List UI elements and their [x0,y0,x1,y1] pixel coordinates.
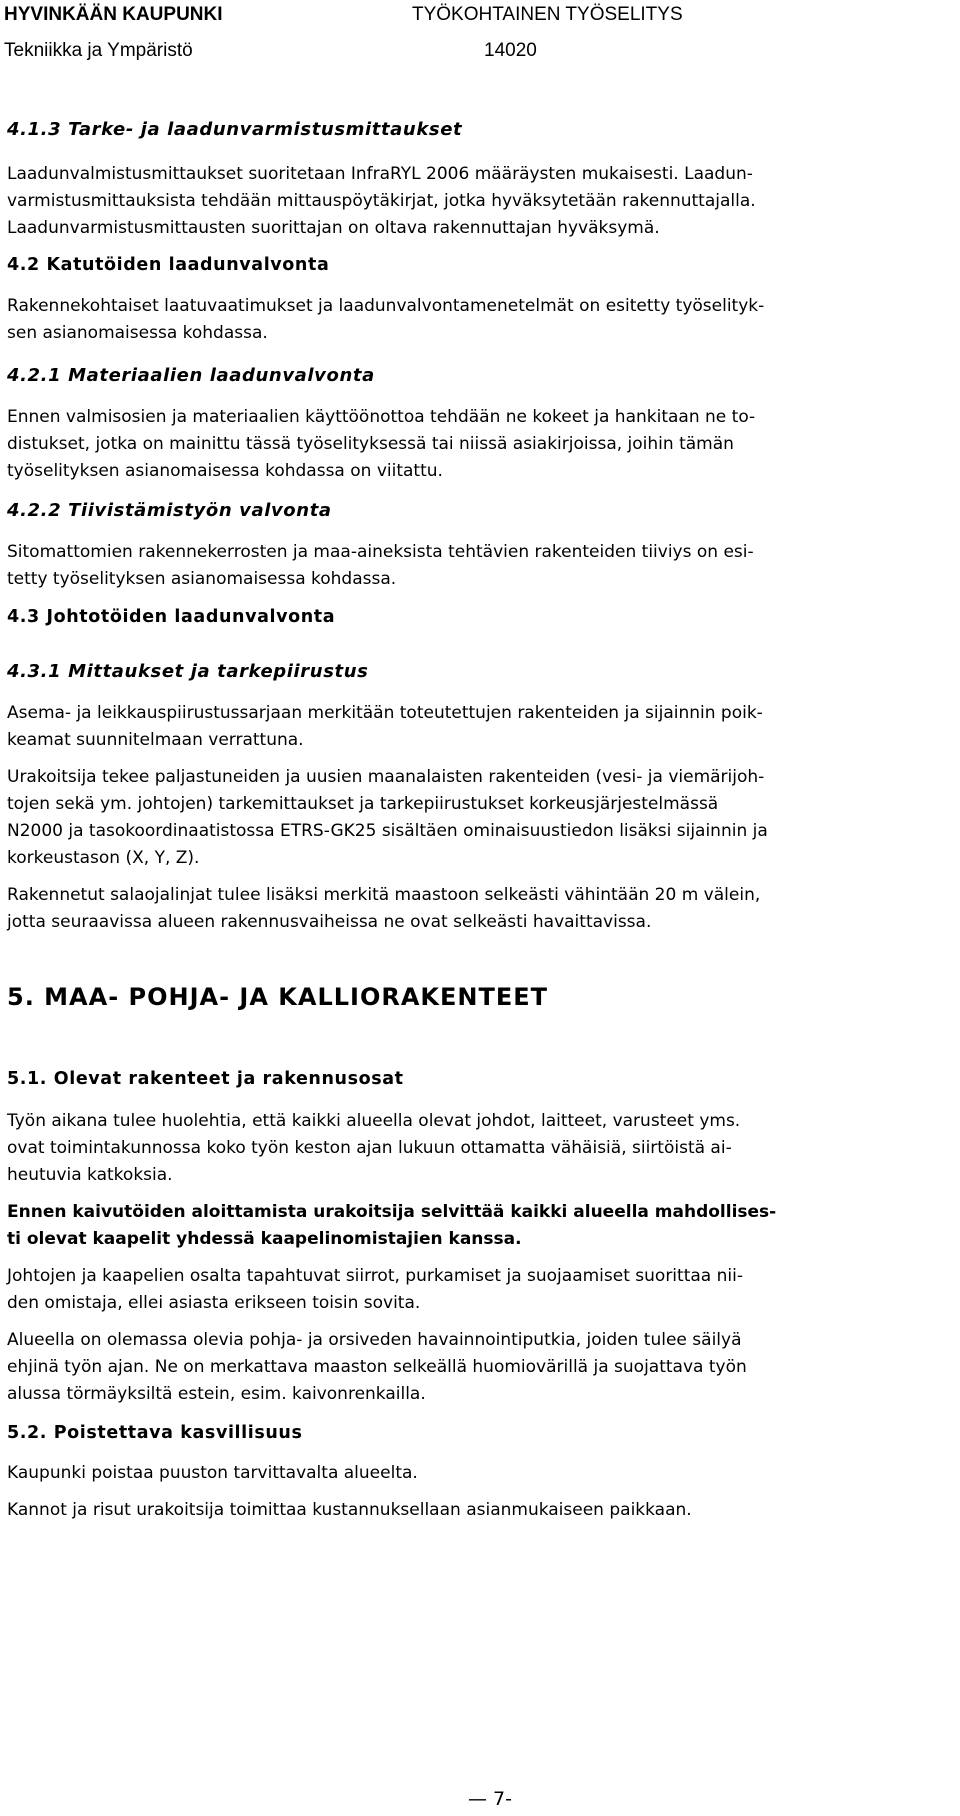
heading-4-2-2: 4.2.2 Tiivistämistyön valvonta [7,500,332,521]
paragraph-4-2-2-line: tetty työselityksen asianomaisessa kohdassa. [7,569,397,589]
paragraph-5-1-line: ovat toimintakunnossa koko työn keston ajan lukuun ottamatta vähäisiä, siirtöistä ai- [7,1138,732,1158]
paragraph-4-2-line: sen asianomaisessa kohdassa. [7,323,268,343]
header-dept: Tekniikka ja Ympäristö [4,40,193,61]
paragraph-5-1-line: Johtojen ja kaapelien osalta tapahtuvat siirrot, purkamiset ja suojaamiset suorittaa nii- [7,1266,743,1286]
heading-4-3: 4.3 Johtotöiden laadunvalvonta [7,607,336,627]
paragraph-5-1-line: ehjinä työn ajan. Ne on merkattava maaston selkeällä huomiovärillä ja suojattava työn [7,1357,747,1377]
paragraph-5-1-line: Alueella on olemassa olevia pohja- ja orsiveden havainnointiputkia, joiden tulee säilyä [7,1330,742,1350]
paragraph-4-2-1-line: distukset, jotka on mainittu tässä työselityksessä tai niissä asiakirjoissa, joihin tämän [7,434,734,454]
paragraph-4-3-1-line: N2000 ja tasokoordinaatistossa ETRS-GK25 sisältäen ominaisuustiedon lisäksi sijainnin ja [7,821,768,841]
paragraph-5-2-line: Kaupunki poistaa puuston tarvittavalta alueelta. [7,1463,418,1483]
heading-5-2: 5.2. Poistettava kasvillisuus [7,1423,303,1443]
heading-5: 5. MAA- POHJA- JA KALLIORAKENTEET [7,983,549,1011]
paragraph-5-1-line: alussa törmäyksiltä estein, esim. kaivonrenkailla. [7,1384,426,1404]
paragraph-4-2-1-line: Ennen valmisosien ja materiaalien käyttöönottoa tehdään ne kokeet ja hankitaan ne to- [7,407,756,427]
header-code: 14020 [484,40,537,61]
heading-5-1: 5.1. Olevat rakenteet ja rakennusosat [7,1069,404,1089]
document-body [7,116,953,1524]
paragraph-4-3-1-line: korkeustason (X, Y, Z). [7,848,200,868]
paragraph-4-3-1-line: keamat suunnitelmaan verrattuna. [7,730,304,750]
paragraph-4-2-line: Rakennekohtaiset laatuvaatimukset ja laadunvalvontamenetelmät on esitetty työselityk- [7,296,765,316]
heading-4-2-1: 4.2.1 Materiaalien laadunvalvonta [7,365,375,386]
paragraph-5-2-line: Kannot ja risut urakoitsija toimittaa kustannuksellaan asianmukaiseen paikkaan. [7,1500,692,1520]
paragraph-4-2-2-line: Sitomattomien rakennekerrosten ja maa-aineksista tehtävien rakenteiden tiiviys on esi- [7,542,754,562]
heading-4-2: 4.2 Katutöiden laadunvalvonta [7,255,330,275]
paragraph-4-3-1-line: Urakoitsija tekee paljastuneiden ja uusien maanalaisten rakenteiden (vesi- ja viemärijoh- [7,767,765,787]
paragraph-5-1-line: Työn aikana tulee huolehtia, että kaikki alueella olevat johdot, laitteet, varusteet yms. [7,1111,741,1131]
paragraph-4-3-1-line: Asema- ja leikkauspiirustussarjaan merkitään toteutettujen rakenteiden ja sijainnin poik- [7,703,763,723]
heading-4-3-1: 4.3.1 Mittaukset ja tarkepiirustus [7,661,369,682]
paragraph-4-3-1-line: Rakennetut salaojalinjat tulee lisäksi merkitä maastoon selkeästi vähintään 20 m välein, [7,885,761,905]
paragraph-4-1-3-line: Laadunvarmistusmittausten suorittajan on oltava rakennuttajan hyväksymä. [7,218,660,238]
paragraph-5-1-line: heutuvia katkoksia. [7,1165,173,1185]
paragraph-5-1-line: den omistaja, ellei asiasta erikseen toisin sovita. [7,1293,421,1313]
paragraph-5-1-bold-line: Ennen kaivutöiden aloittamista urakoitsija selvittää kaikki alueella mahdollises- [7,1202,777,1222]
paragraph-4-3-1-line: tojen sekä ym. johtojen) tarkemittaukset ja tarkepiirustukset korkeusjärjestelmässä [7,794,719,814]
header-org: HYVINKÄÄN KAUPUNKI [4,4,223,25]
paragraph-4-1-3-line: Laadunvalmistusmittaukset suoritetaan InfraRYL 2006 määräysten mukaisesti. Laadun- [7,164,753,184]
header-doc-type: TYÖKOHTAINEN TYÖSELITYS [412,4,683,25]
page-number: — 7- [468,1788,512,1810]
paragraph-4-2-1-line: työselityksen asianomaisessa kohdassa on viitattu. [7,461,443,481]
paragraph-4-1-3-line: varmistusmittauksista tehdään mittauspöytäkirjat, jotka hyväksytetään rakennuttajalla. [7,191,756,211]
heading-4-1-3: 4.1.3 Tarke- ja laadunvarmistusmittaukset [7,119,463,140]
paragraph-4-3-1-line: jotta seuraavissa alueen rakennusvaiheissa ne ovat selkeästi havaittavissa. [7,912,652,932]
paragraph-5-1-bold-line: ti olevat kaapelit yhdessä kaapelinomistajien kanssa. [7,1229,522,1249]
